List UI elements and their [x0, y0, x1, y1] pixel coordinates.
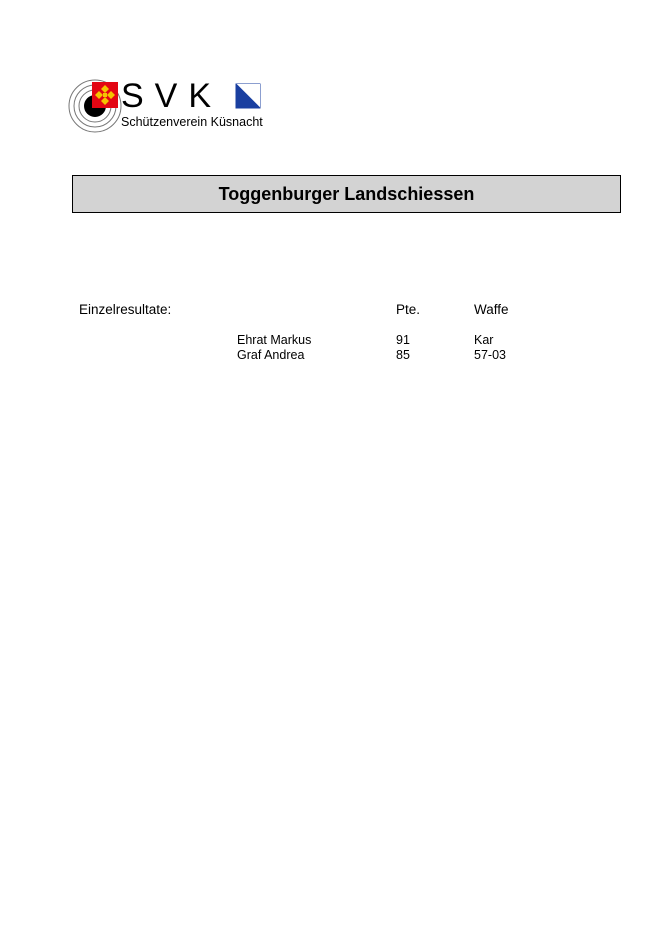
result-name: Ehrat Markus — [237, 333, 312, 347]
result-points: 91 — [396, 333, 410, 347]
section-label: Einzelresultate: — [79, 302, 172, 317]
page-title: Toggenburger Landschiessen — [218, 183, 475, 204]
logo-subtitle: Schützenverein Küsnacht — [121, 115, 263, 129]
column-header-points: Pte. — [396, 302, 421, 317]
column-header-weapon: Waffe — [474, 302, 509, 317]
logo-letters: SVK — [121, 77, 223, 115]
result-points: 85 — [396, 348, 410, 362]
title-box — [72, 175, 621, 213]
club-logo — [68, 78, 268, 134]
result-weapon: Kar — [474, 333, 494, 347]
result-weapon: 57-03 — [474, 348, 506, 362]
result-name: Graf Andrea — [237, 348, 305, 362]
